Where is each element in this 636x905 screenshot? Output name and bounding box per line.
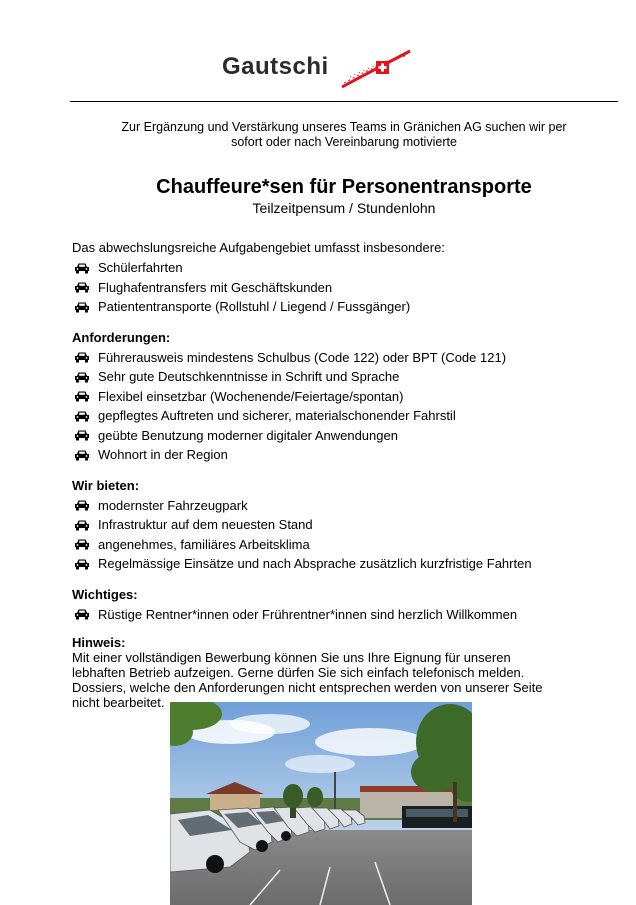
requirements-heading: Anforderungen: — [72, 329, 171, 345]
list-item-label: Führerausweis mindestens Schulbus (Code 122) oder BPT (Code 121) — [98, 349, 507, 365]
job-subtitle: Teilzeitpensum / Stundenlohn — [252, 200, 436, 216]
car-icon — [74, 301, 90, 313]
requirements-list — [72, 348, 624, 465]
list-item — [72, 605, 624, 625]
car-icon — [74, 281, 90, 293]
list-item — [72, 297, 624, 317]
list-item — [72, 367, 624, 387]
list-item — [72, 348, 624, 368]
list-item-label: Infrastruktur auf dem neuesten Stand — [98, 517, 313, 533]
list-item-label: Regelmässige Einsätze und nach Absprache zusätzlich kurzfristige Fahrten — [98, 556, 532, 572]
list-item — [72, 387, 624, 407]
list-item — [72, 426, 624, 446]
header-divider — [70, 101, 618, 102]
list-item — [72, 515, 624, 535]
list-item-label: modernster Fahrzeugpark — [98, 497, 248, 513]
list-item-label: Flexibel einsetzbar (Wochenende/Feiertage/spontan) — [98, 388, 404, 404]
offer-heading: Wir bieten: — [72, 477, 140, 493]
list-item — [72, 496, 624, 516]
car-icon — [74, 390, 90, 402]
list-item-label: Schülerfahrten — [98, 260, 183, 276]
tasks-list — [72, 258, 624, 317]
important-heading: Wichtiges: — [72, 586, 138, 602]
intro-line: sofort oder nach Vereinbarung motivierte — [231, 135, 457, 149]
list-item-label: geübte Benutzung moderner digitaler Anwendungen — [98, 427, 398, 443]
hint-line: nicht bearbeitet. — [72, 695, 165, 710]
car-icon — [74, 410, 90, 422]
logo-wordmark: Gautschi — [222, 53, 329, 80]
fleet-photo-illustration — [170, 702, 472, 905]
list-item-label: gepflegtes Auftreten und sicherer, materialschonender Fahrstil — [98, 408, 456, 424]
hint-line: Dossiers, welche den Anforderungen nicht entsprechen werden von unserer Seite — [72, 680, 543, 695]
list-item — [72, 258, 624, 278]
list-item-label: Sehr gute Deutschkenntnisse in Schrift und Sprache — [98, 369, 400, 385]
list-item-label: angenehmes, familiäres Arbeitsklima — [98, 536, 310, 552]
car-icon — [74, 449, 90, 461]
tasks-heading: Das abwechslungsreiche Aufgabengebiet umfasst insbesondere: — [72, 240, 445, 255]
car-icon — [74, 429, 90, 441]
fleet-photo — [170, 702, 472, 905]
list-item — [72, 535, 624, 555]
job-details — [72, 240, 624, 710]
list-item-label: Patiententransporte (Rollstuhl / Liegend / Fussgänger) — [98, 299, 411, 315]
car-icon — [74, 538, 90, 550]
swiss-flag-swoosh-icon — [340, 47, 412, 91]
intro-line: Zur Ergänzung und Verstärkung unseres Teams in Gränichen AG suchen wir per — [121, 120, 567, 134]
important-list — [72, 605, 624, 625]
car-icon — [74, 608, 90, 620]
job-title: Chauffeure*sen für Personentransporte — [156, 176, 532, 198]
list-item-label: Wohnort in der Region — [98, 447, 228, 463]
car-icon — [74, 519, 90, 531]
car-icon — [74, 558, 90, 570]
car-icon — [74, 499, 90, 511]
list-item-label: Rüstige Rentner*innen oder Frührentner*innen sind herzlich Willkommen — [98, 606, 518, 622]
list-item — [72, 554, 624, 574]
car-icon — [74, 262, 90, 274]
intro-text — [70, 120, 618, 150]
list-item — [72, 278, 624, 298]
company-logo — [222, 47, 412, 91]
list-item-label: Flughafentransfers mit Geschäftskunden — [98, 279, 333, 295]
car-icon — [74, 371, 90, 383]
hint-heading: Hinweis: — [72, 635, 126, 650]
hint-line: Mit einer vollständigen Bewerbung können Sie uns Ihre Eignung für unseren — [72, 650, 511, 665]
offer-list — [72, 496, 624, 574]
list-item — [72, 406, 624, 426]
car-icon — [74, 351, 90, 363]
hint-line: lebhaften Betrieb aufzeigen. Gerne dürfen Sie sich einfach telefonisch melden. — [72, 665, 525, 680]
list-item — [72, 445, 624, 465]
